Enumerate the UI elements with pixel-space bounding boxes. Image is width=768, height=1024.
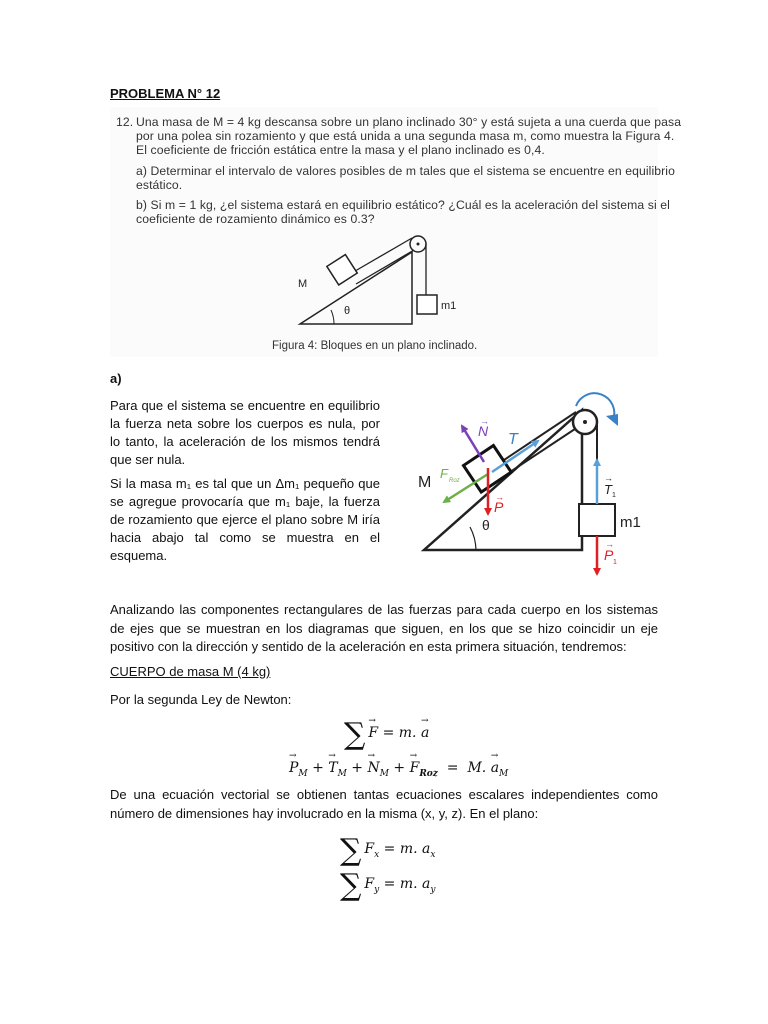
paragraph-analysis: Analizando las componentes rectangulares de las fuerzas para cada cuerpo en los sistemas de ejes que se muestran en los diagramas que siguen, en los que se hizo coincidir un eje positivo con la dirección y sentido de la aceleración en esta primera situación, tendremos: <box>110 602 658 654</box>
label-N: N <box>478 423 489 439</box>
label-P1: P <box>604 547 614 563</box>
paragraph-components: De una ecuación vectorial se obtienen tantas ecuaciones escalares independientes como número de dimensiones hay involucrado en la misma (x, y, z). En el plano: <box>110 787 658 821</box>
block-M <box>327 255 357 285</box>
free-body-diagram <box>408 390 668 590</box>
statement-line: b) Si m = 1 kg, ¿el sistema estará en equilibrio estático? ¿Cuál es la aceleración del sistema si el <box>136 198 670 212</box>
inclined-plane-figure <box>110 107 658 347</box>
label-m1: m1 <box>441 300 457 312</box>
part-a-heading: a) <box>110 371 122 386</box>
subheading-body-M: CUERPO de masa M (4 kg) <box>110 664 271 679</box>
label-theta: θ <box>344 305 351 317</box>
label-theta: θ <box>482 517 490 533</box>
paragraph-equilibrium: Para que el sistema se encuentre en equilibrio la fuerza neta sobre los cuerpos es nula, por lo tanto, la aceleración de los mismos tendrá que ser nula. <box>110 398 380 467</box>
figure-caption: Figura 4: Bloques en un plano inclinado. <box>272 340 478 352</box>
label-F-sub: Roz <box>449 478 460 484</box>
angle-arc <box>331 310 334 324</box>
statement-line: por una polea sin rozamiento y que está unida a una segunda masa m, como muestra la Figura 4. <box>136 129 675 143</box>
newton-law-text: Por la segunda Ley de Newton: <box>110 692 292 707</box>
block-m1 <box>417 295 437 314</box>
statement-line: coeficiente de rozamiento dinámico es 0.3? <box>136 212 375 226</box>
rotation-arrow-head <box>606 414 618 426</box>
vector-arrow-icon: → <box>480 416 489 426</box>
rope <box>356 250 414 284</box>
label-P1-sub: 1 <box>613 559 617 566</box>
problem-title: PROBLEMA N° 12 <box>110 86 221 101</box>
label-M: M <box>418 474 432 491</box>
statement-line: estático. <box>136 178 183 192</box>
vector-arrow-icon: → <box>605 539 614 549</box>
paragraph-friction: Si la masa m₁ es tal que un Δm₁ pequeño que se agregue provocaría que m₁ baje, la fuerza de rozamiento que ejerce el plano sobre M iría hacia abajo tal como se muestra en el esquema. <box>110 476 380 563</box>
equation-newton-vector: ∑→ F = m. → a <box>344 717 429 752</box>
label-P: P <box>494 499 504 515</box>
equation-y-component: ∑ $F_y = m$. $a_y$ <box>340 868 436 903</box>
vector-arrow-icon: → <box>495 492 504 502</box>
equation-forces-sum: → $P_M$ + → $T_M$ + → $N_M$ + → $F_{Roz} = M$. → $a_M$ <box>289 760 508 779</box>
vector-arrow-icon: → <box>604 473 613 483</box>
label-T1: T <box>604 482 612 497</box>
pulley-axle <box>417 243 420 246</box>
angle-arc <box>470 527 476 550</box>
problem-statement <box>110 107 682 357</box>
statement-number: 12. <box>116 115 134 129</box>
block-m1 <box>579 504 615 536</box>
incline-shape <box>300 252 412 324</box>
label-m1: m1 <box>620 514 641 531</box>
label-M: M <box>298 278 308 290</box>
pulley-axle <box>583 420 587 424</box>
statement-line: El coeficiente de fricción estática entre la masa y el plano inclinado es 0,4. <box>136 143 545 157</box>
equation-x-component: ∑ $F_x = m$. $a_x$ <box>340 833 436 868</box>
statement-line: Una masa de M = 4 kg descansa sobre un plano inclinado 30° y está sujeta a una cuerda que pasa <box>136 115 682 129</box>
label-T: T <box>508 431 518 448</box>
label-T1-sub: 1 <box>612 492 616 499</box>
label-F: F <box>440 466 448 481</box>
statement-line: a) Determinar el intervalo de valores posibles de m tales que el sistema se encuentre en equilibrio <box>136 164 675 178</box>
